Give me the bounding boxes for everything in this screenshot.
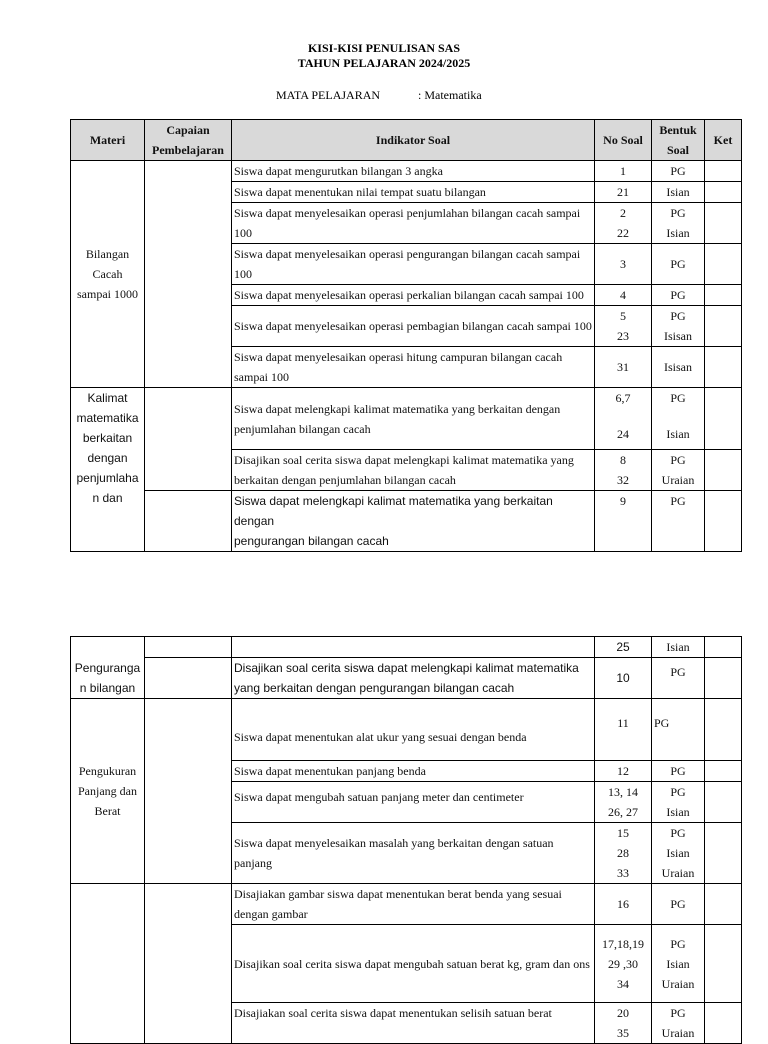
- materi-line: Kalimat: [87, 391, 128, 405]
- indikator-cell: Siswa dapat mengubah satuan panjang meter dan centimeter: [232, 782, 595, 823]
- indikator-line: Siswa dapat menyelesaikan operasi hitung campuran bilangan cacah: [234, 350, 563, 364]
- bentuk-line: Isisan: [664, 329, 692, 343]
- bentuk-cell: PG: [652, 285, 705, 306]
- indikator-line: pengurangan bilangan cacah: [234, 534, 389, 548]
- nosoal-line: 6,7: [615, 391, 631, 405]
- bentuk-line: PG: [670, 206, 686, 220]
- bentuk-cell: Isian: [652, 637, 705, 658]
- kisi-table-page2: [70, 636, 742, 1044]
- bentuk-cell: [652, 306, 705, 347]
- table-row: [71, 161, 742, 182]
- nosoal-line: 23: [617, 329, 629, 343]
- bentuk-cell: PG: [652, 244, 705, 285]
- col-header-nosoal: No Soal: [595, 120, 652, 161]
- nosoal-line: 29 ,30: [608, 956, 638, 971]
- nosoal-cell: [595, 782, 652, 823]
- materi-cell-pengurangan-bilangan: [71, 637, 145, 699]
- materi-line: Penguranga: [74, 661, 141, 675]
- indikator-cell: Disajikan soal cerita siswa dapat mengubah satuan berat kg, gram dan ons: [232, 925, 595, 1003]
- indikator-cell: Siswa dapat menentukan alat ukur yang sesuai dengan benda: [232, 699, 595, 761]
- ket-cell: [705, 884, 742, 925]
- indikator-line: yang berkaitan dengan pengurangan bilangan cacah: [234, 681, 515, 695]
- bentuk-cell: PG: [652, 491, 705, 552]
- indikator-cell: Siswa dapat menyelesaikan operasi pembagian bilangan cacah sampai 100: [232, 306, 595, 347]
- bentuk-cell: Isisan: [652, 347, 705, 388]
- indikator-cell: Siswa dapat menyelesaikan operasi perkalian bilangan cacah sampai 100: [232, 285, 595, 306]
- nosoal-cell: [595, 306, 652, 347]
- nosoal-cell: [595, 450, 652, 491]
- nosoal-cell: [595, 388, 652, 450]
- indikator-line: berkaitan dengan penjumlahan bilangan cacah: [234, 473, 456, 487]
- materi-cell-empty: [71, 884, 145, 1044]
- nosoal-cell: 31: [595, 347, 652, 388]
- indikator-line: sampai 100: [234, 370, 289, 384]
- nosoal-line: 32: [617, 473, 629, 487]
- ket-cell: [705, 823, 742, 884]
- bentuk-cell: PG: [652, 884, 705, 925]
- ket-cell: [705, 699, 742, 761]
- indikator-cell: Siswa dapat menentukan panjang benda: [232, 761, 595, 782]
- bentuk-cell: [652, 1003, 705, 1044]
- table-header-row: [71, 120, 742, 161]
- nosoal-cell: 3: [595, 244, 652, 285]
- nosoal-line: 26, 27: [608, 805, 638, 819]
- ket-cell: [705, 182, 742, 203]
- bentuk-cell: PG: [652, 761, 705, 782]
- nosoal-line: 15: [617, 826, 629, 840]
- bentuk-cell: PG: [652, 161, 705, 182]
- nosoal-line: 8: [620, 453, 626, 467]
- ket-cell: [705, 306, 742, 347]
- indikator-line: Siswa dapat melengkapi kalimat matematika yang berkaitan dengan: [234, 401, 561, 416]
- nosoal-line: 28: [617, 846, 629, 860]
- table-row: [71, 491, 742, 552]
- indikator-line: Siswa dapat melengkapi kalimat matematika yang berkaitan dengan: [234, 494, 553, 528]
- indikator-cell: [232, 658, 595, 699]
- indikator-cell: [232, 491, 595, 552]
- indikator-cell: [232, 388, 595, 450]
- indikator-cell: Siswa dapat menentukan nilai tempat suatu bilangan: [232, 182, 595, 203]
- bentuk-line: Uraian: [661, 866, 695, 880]
- nosoal-line: 35: [617, 1026, 629, 1040]
- nosoal-line: 33: [617, 866, 629, 880]
- ket-cell: [705, 203, 742, 244]
- ket-cell: [705, 658, 742, 699]
- subject-label: MATA PELAJARAN: [276, 88, 381, 102]
- ket-cell: [705, 161, 742, 182]
- ket-cell: [705, 782, 742, 823]
- ket-cell: [705, 388, 742, 450]
- doc-title-line1: KISI-KISI PENULISAN SAS: [307, 41, 461, 55]
- ket-cell: [705, 285, 742, 306]
- indikator-line: 100: [234, 226, 252, 240]
- materi-cell-kalimat-matematika: [71, 388, 145, 552]
- nosoal-cell: [595, 203, 652, 244]
- bentuk-line: Isian: [666, 805, 690, 819]
- materi-line: Bilangan: [85, 247, 130, 261]
- table-row: [71, 699, 742, 761]
- bentuk-line: PG: [670, 826, 686, 840]
- nosoal-cell: 9: [595, 491, 652, 552]
- bentuk-line: Isian: [666, 427, 690, 441]
- ket-cell: [705, 244, 742, 285]
- nosoal-line: 24: [617, 427, 629, 441]
- indikator-cell: [232, 347, 595, 388]
- indikator-cell: Disajiakan soal cerita siswa dapat menentukan selisih satuan berat: [232, 1003, 595, 1044]
- bentuk-cell: [652, 203, 705, 244]
- doc-title-line2: TAHUN PELAJARAN 2024/2025: [297, 56, 471, 70]
- capaian-cell: [145, 658, 232, 699]
- bentuk-cell: [652, 782, 705, 823]
- nosoal-cell: 21: [595, 182, 652, 203]
- materi-line: n bilangan: [79, 681, 136, 695]
- bentuk-line: Isian: [666, 226, 690, 240]
- materi-line: Panjang dan: [78, 784, 137, 798]
- bentuk-line: Uraian: [661, 473, 695, 487]
- col-header-ket: Ket: [705, 120, 742, 161]
- bentuk-line: Isian: [666, 956, 690, 971]
- nosoal-cell: 25: [595, 637, 652, 658]
- table-row: [71, 637, 742, 658]
- capaian-cell: [145, 884, 232, 1044]
- indikator-line: dengan gambar: [234, 907, 308, 921]
- nosoal-line: 13, 14: [608, 785, 638, 799]
- materi-line: matematika: [76, 411, 139, 425]
- indikator-cell: [232, 450, 595, 491]
- capaian-cell: [145, 388, 232, 491]
- ket-cell: [705, 450, 742, 491]
- indikator-cell: Siswa dapat menyelesaikan masalah yang berkaitan dengan satuan panjang: [232, 823, 595, 884]
- bentuk-line: Uraian: [661, 1026, 695, 1040]
- bentuk-cell: PG: [652, 658, 705, 699]
- subject-value: : Matematika: [418, 88, 482, 102]
- bentuk-cell: Isian: [652, 182, 705, 203]
- col-header-bentuk-line1: Bentuk: [659, 123, 697, 137]
- materi-line: Berat: [94, 804, 121, 818]
- bentuk-line: PG: [670, 391, 686, 405]
- indikator-line: 100: [234, 267, 252, 281]
- indikator-line: Siswa dapat menyelesaikan operasi pengurangan bilangan cacah sampai: [234, 247, 581, 261]
- col-header-indikator: Indikator Soal: [232, 120, 595, 161]
- bentuk-line: PG: [670, 453, 686, 467]
- bentuk-line: Uraian: [661, 976, 695, 991]
- materi-line: Pengukuran: [78, 764, 137, 778]
- table-row: [71, 388, 742, 450]
- capaian-cell: [145, 699, 232, 884]
- nosoal-cell: 1: [595, 161, 652, 182]
- bentuk-cell: PG: [652, 699, 705, 761]
- indikator-cell: [232, 203, 595, 244]
- nosoal-cell: [595, 1003, 652, 1044]
- table-row: [71, 658, 742, 699]
- ket-cell: [705, 637, 742, 658]
- nosoal-line: 2: [620, 206, 626, 220]
- nosoal-cell: 11: [595, 699, 652, 761]
- materi-line: berkaitan: [82, 431, 133, 445]
- ket-cell: [705, 1003, 742, 1044]
- ket-cell: [705, 761, 742, 782]
- nosoal-cell: 12: [595, 761, 652, 782]
- bentuk-cell: [652, 823, 705, 884]
- indikator-line: Siswa dapat menyelesaikan operasi penjumlahan bilangan cacah sampai: [234, 206, 581, 220]
- materi-line: dengan: [87, 451, 128, 465]
- indikator-cell: Siswa dapat mengurutkan bilangan 3 angka: [232, 161, 595, 182]
- materi-line: Cacah: [92, 267, 123, 281]
- bentuk-line: PG: [670, 309, 686, 323]
- indikator-cell: [232, 244, 595, 285]
- materi-cell-pengukuran: [71, 699, 145, 884]
- indikator-cell: [232, 884, 595, 925]
- subject-line: [276, 88, 482, 103]
- bentuk-cell: [652, 388, 705, 450]
- nosoal-cell: [595, 823, 652, 884]
- col-header-bentuk: [652, 120, 705, 161]
- indikator-line: Disajiakan gambar siswa dapat menentukan berat benda yang sesuai: [234, 887, 562, 901]
- bentuk-cell: [652, 925, 705, 1003]
- bentuk-line: PG: [670, 785, 686, 799]
- nosoal-line: 17,18,19: [602, 936, 644, 951]
- materi-line: penjumlaha: [76, 471, 139, 485]
- indikator-line: penjumlahan bilangan cacah: [234, 421, 371, 436]
- capaian-cell: [145, 637, 232, 658]
- indikator-line: Disajikan soal cerita siswa dapat melengkapi kalimat matematika yang: [234, 453, 574, 467]
- col-header-capaian-line1: Capaian: [166, 123, 210, 137]
- indikator-line: Disajikan soal cerita siswa dapat melengkapi kalimat matematika: [234, 661, 579, 675]
- nosoal-line: 22: [617, 226, 629, 240]
- table-row: [71, 884, 742, 925]
- bentuk-line: Isian: [666, 846, 690, 860]
- bentuk-line: PG: [670, 1006, 686, 1020]
- col-header-capaian-line2: Pembelajaran: [152, 143, 224, 157]
- indikator-cell: [232, 637, 595, 658]
- nosoal-cell: [595, 925, 652, 1003]
- materi-cell-bilangan-cacah: [71, 161, 145, 388]
- ket-cell: [705, 925, 742, 1003]
- nosoal-line: 5: [620, 309, 626, 323]
- col-header-bentuk-line2: Soal: [666, 143, 689, 157]
- nosoal-cell: 4: [595, 285, 652, 306]
- capaian-cell: [145, 491, 232, 552]
- capaian-cell: [145, 161, 232, 388]
- nosoal-line: 34: [617, 976, 629, 991]
- col-header-materi: Materi: [71, 120, 145, 161]
- materi-line: sampai 1000: [77, 287, 138, 301]
- nosoal-cell: 10: [595, 658, 652, 699]
- bentuk-line: PG: [670, 936, 686, 951]
- kisi-table-page1: [70, 119, 742, 552]
- ket-cell: [705, 491, 742, 552]
- col-header-capaian: [145, 120, 232, 161]
- nosoal-line: 20: [617, 1006, 629, 1020]
- materi-line: n dan: [92, 491, 123, 505]
- ket-cell: [705, 347, 742, 388]
- nosoal-cell: 16: [595, 884, 652, 925]
- bentuk-cell: [652, 450, 705, 491]
